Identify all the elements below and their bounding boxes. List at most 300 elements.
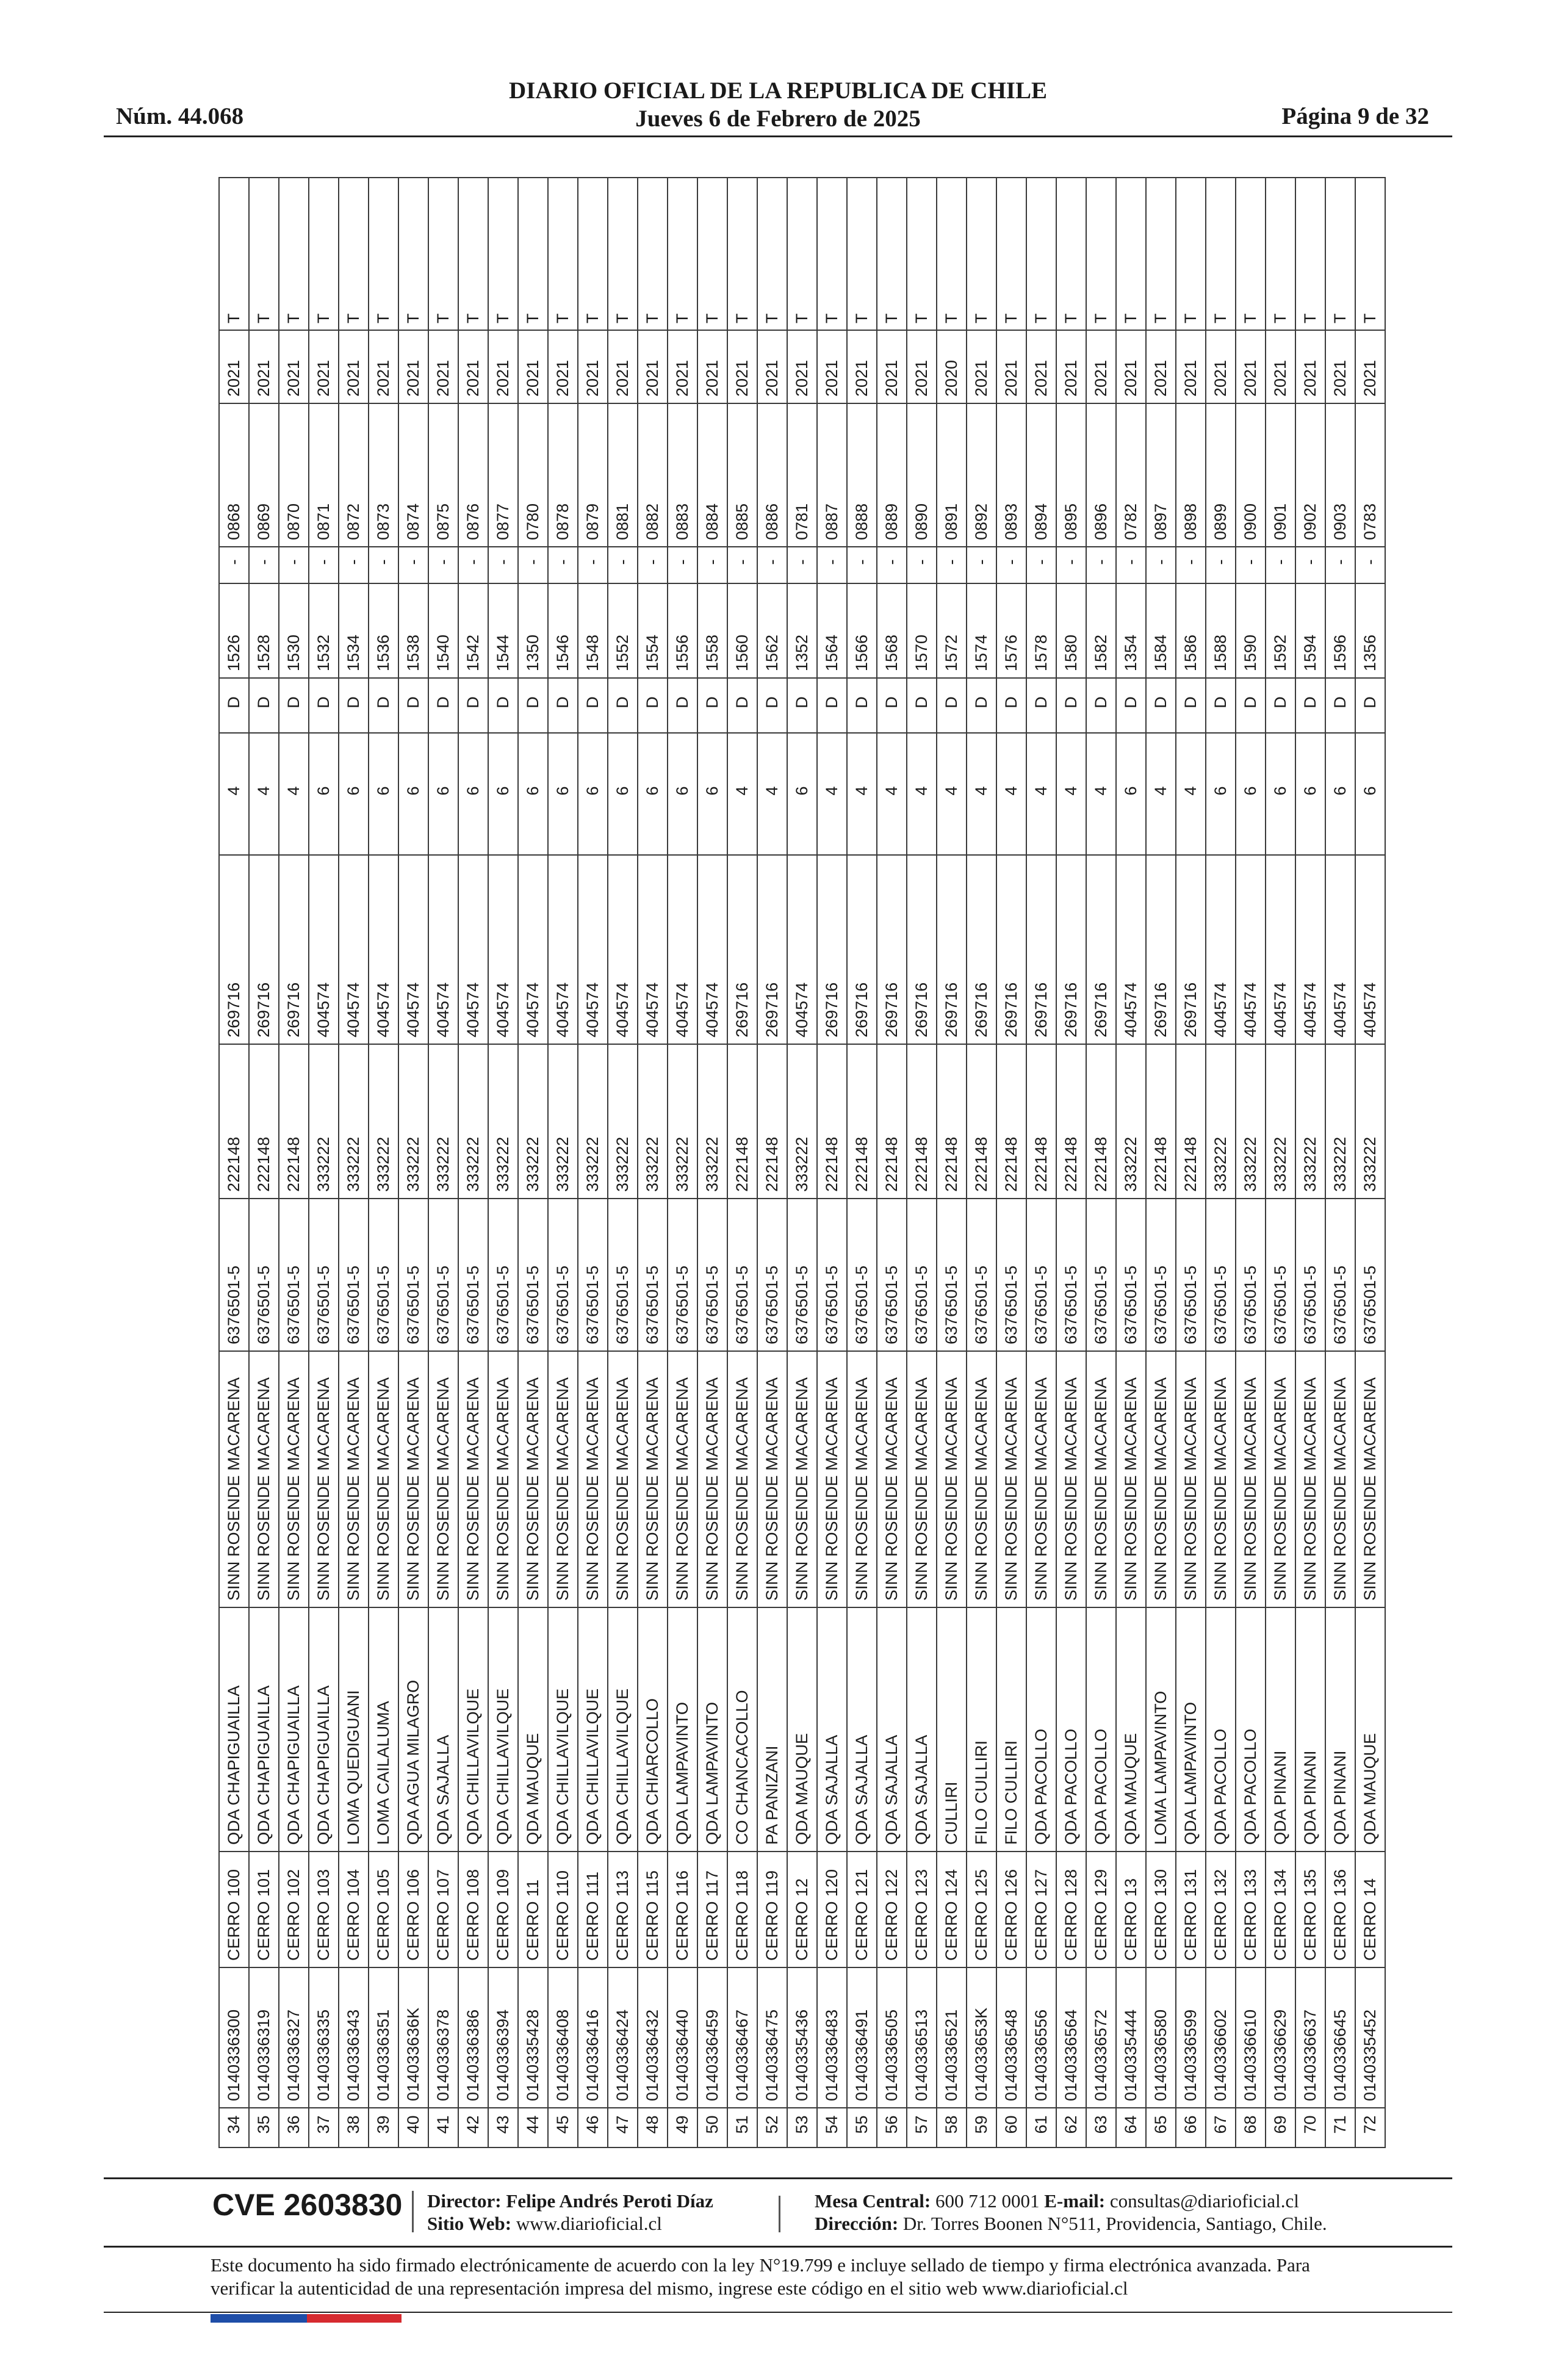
table-cell: 0140336424 — [608, 1967, 638, 2108]
table-cell: 1554 — [638, 583, 668, 678]
table-cell: D — [369, 678, 398, 733]
table-cell: 1562 — [757, 583, 787, 678]
table-cell: 2021 — [428, 330, 458, 403]
table-cell: D — [877, 678, 907, 733]
table-cell: D — [1026, 678, 1056, 733]
table-row — [518, 178, 548, 2147]
table-cell: 6376501-5 — [578, 1199, 608, 1351]
table-cell: 1572 — [937, 583, 967, 678]
table-cell: D — [249, 678, 279, 733]
table-cell: 44 — [518, 2108, 548, 2147]
table-cell: T — [219, 178, 249, 330]
table-cell: 222148 — [877, 1044, 907, 1199]
table-cell: 0140336319 — [249, 1967, 279, 2108]
table-cell: 1574 — [967, 583, 996, 678]
table-cell: 2021 — [398, 330, 428, 403]
table-cell: 2021 — [1086, 330, 1116, 403]
table-cell: 6 — [548, 733, 578, 855]
table-row — [1295, 178, 1325, 2147]
table-cell: 269716 — [996, 855, 1026, 1044]
table-cell: 333222 — [369, 1044, 398, 1199]
table-cell: 404574 — [608, 855, 638, 1044]
table-cell: 1596 — [1325, 583, 1355, 678]
table-cell: 2021 — [847, 330, 877, 403]
table-cell: - — [1146, 547, 1176, 583]
table-cell: 6376501-5 — [817, 1199, 847, 1351]
table-cell: T — [757, 178, 787, 330]
table-cell: 1354 — [1116, 583, 1146, 678]
table-cell: 6376501-5 — [1056, 1199, 1086, 1351]
table-cell: 4 — [727, 733, 757, 855]
table-cell: 1546 — [548, 583, 578, 678]
table-cell: D — [847, 678, 877, 733]
header-divider — [104, 135, 1452, 137]
table-cell: SINN ROSENDE MACARENA — [1266, 1351, 1295, 1607]
table-cell: SINN ROSENDE MACARENA — [309, 1351, 339, 1607]
table-cell: - — [787, 547, 817, 583]
table-cell: 333222 — [578, 1044, 608, 1199]
table-cell: T — [1266, 178, 1295, 330]
table-cell: QDA AGUA MILAGRO — [398, 1607, 428, 1852]
table-cell: T — [1146, 178, 1176, 330]
table-cell: QDA PINANI — [1325, 1607, 1355, 1852]
table-cell: 59 — [967, 2108, 996, 2147]
table-cell: 6376501-5 — [428, 1199, 458, 1351]
table-cell: - — [428, 547, 458, 583]
registry-table-frame — [218, 178, 1379, 2148]
table-cell: QDA SAJALLA — [817, 1607, 847, 1852]
table-cell: CO CHANCACOLLO — [727, 1607, 757, 1852]
table-cell: 1582 — [1086, 583, 1116, 678]
table-cell: 2021 — [757, 330, 787, 403]
table-cell: SINN ROSENDE MACARENA — [1295, 1351, 1325, 1607]
table-cell: 6 — [668, 733, 697, 855]
table-cell: LOMA LAMPAVINTO — [1146, 1607, 1176, 1852]
table-cell: QDA LAMPAVINTO — [697, 1607, 727, 1852]
table-cell: 0881 — [608, 403, 638, 547]
email-link[interactable]: consultas@diarioficial.cl — [1109, 2190, 1299, 2212]
table-cell: QDA CHAPIGUAILLA — [249, 1607, 279, 1852]
table-cell: 404574 — [1295, 855, 1325, 1044]
table-cell: T — [697, 178, 727, 330]
table-row — [279, 178, 309, 2147]
table-cell: 0140336599 — [1176, 1967, 1206, 2108]
table-cell: 0877 — [488, 403, 518, 547]
table-cell: 333222 — [339, 1044, 369, 1199]
table-cell: PA PANIZANI — [757, 1607, 787, 1852]
table-cell: - — [608, 547, 638, 583]
table-cell: 0887 — [817, 403, 847, 547]
table-cell: 0875 — [428, 403, 458, 547]
table-cell: 6376501-5 — [1116, 1199, 1146, 1351]
site-link[interactable]: www.diarioficial.cl — [516, 2213, 662, 2234]
table-cell: 0140335452 — [1355, 1967, 1385, 2108]
table-cell: 404574 — [1116, 855, 1146, 1044]
table-cell: T — [996, 178, 1026, 330]
table-cell: 49 — [668, 2108, 697, 2147]
table-cell: CERRO 101 — [249, 1852, 279, 1967]
table-cell: 0901 — [1266, 403, 1295, 547]
table-row — [1266, 178, 1295, 2147]
table-cell: 2021 — [608, 330, 638, 403]
table-cell: T — [1086, 178, 1116, 330]
table-cell: 2021 — [1146, 330, 1176, 403]
table-cell: 0885 — [727, 403, 757, 547]
table-row — [1056, 178, 1086, 2147]
table-cell: SINN ROSENDE MACARENA — [1116, 1351, 1146, 1607]
table-cell: 269716 — [967, 855, 996, 1044]
table-cell: - — [907, 547, 937, 583]
table-cell: 40 — [398, 2108, 428, 2147]
table-cell: 1590 — [1236, 583, 1266, 678]
table-cell: CERRO 104 — [339, 1852, 369, 1967]
table-cell: 0140336343 — [339, 1967, 369, 2108]
table-cell: D — [279, 678, 309, 733]
table-cell: 45 — [548, 2108, 578, 2147]
table-cell: 404574 — [1236, 855, 1266, 1044]
table-cell: 269716 — [1146, 855, 1176, 1044]
publication-title: DIARIO OFICIAL DE LA REPUBLICA DE CHILE — [508, 78, 1047, 104]
table-cell: QDA PACOLLO — [1206, 1607, 1236, 1852]
footer-top-divider — [104, 2177, 1452, 2179]
table-cell: T — [668, 178, 697, 330]
table-cell: 4 — [219, 733, 249, 855]
table-cell: 0140336580 — [1146, 1967, 1176, 2108]
table-cell: 4 — [877, 733, 907, 855]
table-cell: 2021 — [219, 330, 249, 403]
table-cell: 404574 — [1266, 855, 1295, 1044]
table-row — [817, 178, 847, 2147]
table-cell: 0140336483 — [817, 1967, 847, 2108]
table-cell: 333222 — [1206, 1044, 1236, 1199]
table-cell: 2021 — [279, 330, 309, 403]
table-cell: D — [1266, 678, 1295, 733]
table-cell: 2021 — [578, 330, 608, 403]
table-cell: FILO CULLIRI — [967, 1607, 996, 1852]
table-cell: 2021 — [996, 330, 1026, 403]
table-cell: 333222 — [638, 1044, 668, 1199]
table-cell: 0891 — [937, 403, 967, 547]
table-cell: 0892 — [967, 403, 996, 547]
table-cell: 269716 — [1026, 855, 1056, 1044]
table-cell: - — [518, 547, 548, 583]
table-cell: D — [1355, 678, 1385, 733]
table-cell: 6376501-5 — [608, 1199, 638, 1351]
table-cell: 1556 — [668, 583, 697, 678]
table-cell: T — [1056, 178, 1086, 330]
table-cell: 404574 — [638, 855, 668, 1044]
footer-bottom-divider — [104, 2312, 1452, 2313]
table-cell: QDA SAJALLA — [877, 1607, 907, 1852]
table-row — [697, 178, 727, 2147]
table-cell: 269716 — [907, 855, 937, 1044]
table-cell: T — [638, 178, 668, 330]
table-row — [249, 178, 279, 2147]
table-row — [727, 178, 757, 2147]
table-cell: - — [757, 547, 787, 583]
table-cell: D — [1295, 678, 1325, 733]
table-cell: CERRO 110 — [548, 1852, 578, 1967]
table-cell: 6376501-5 — [398, 1199, 428, 1351]
table-cell: - — [727, 547, 757, 583]
table-cell: 6 — [608, 733, 638, 855]
table-cell: D — [578, 678, 608, 733]
table-cell: 6376501-5 — [1086, 1199, 1116, 1351]
table-cell: 0893 — [996, 403, 1026, 547]
table-cell: 2021 — [1325, 330, 1355, 403]
table-cell: 333222 — [309, 1044, 339, 1199]
table-cell: 0883 — [668, 403, 697, 547]
table-cell: 404574 — [339, 855, 369, 1044]
table-cell: QDA PACOLLO — [1056, 1607, 1086, 1852]
table-cell: SINN ROSENDE MACARENA — [697, 1351, 727, 1607]
table-cell: 0876 — [458, 403, 488, 547]
table-cell: 0140336416 — [578, 1967, 608, 2108]
table-cell: 269716 — [937, 855, 967, 1044]
table-cell: 53 — [787, 2108, 817, 2147]
table-cell: T — [727, 178, 757, 330]
table-cell: 6376501-5 — [787, 1199, 817, 1351]
table-cell: SINN ROSENDE MACARENA — [1056, 1351, 1086, 1607]
table-cell: 404574 — [309, 855, 339, 1044]
table-cell: 47 — [608, 2108, 638, 2147]
table-cell: 404574 — [488, 855, 518, 1044]
table-cell: T — [1236, 178, 1266, 330]
table-cell: 4 — [1026, 733, 1056, 855]
table-cell: 4 — [249, 733, 279, 855]
table-cell: 014033636K — [398, 1967, 428, 2108]
table-cell: SINN ROSENDE MACARENA — [757, 1351, 787, 1607]
table-cell: D — [907, 678, 937, 733]
table-cell: 333222 — [1325, 1044, 1355, 1199]
table-cell: 6376501-5 — [996, 1199, 1026, 1351]
director-label: Director: — [427, 2190, 502, 2212]
table-cell: 6 — [1236, 733, 1266, 855]
table-cell: 404574 — [369, 855, 398, 1044]
table-row — [428, 178, 458, 2147]
table-cell: SINN ROSENDE MACARENA — [1206, 1351, 1236, 1607]
table-cell: T — [1026, 178, 1056, 330]
table-cell: - — [1206, 547, 1236, 583]
table-cell: 222148 — [847, 1044, 877, 1199]
table-cell: 6 — [638, 733, 668, 855]
table-cell: 6 — [1206, 733, 1236, 855]
table-cell: 2021 — [339, 330, 369, 403]
table-row — [369, 178, 398, 2147]
table-cell: 404574 — [578, 855, 608, 1044]
table-cell: 222148 — [1146, 1044, 1176, 1199]
table-cell: 2021 — [548, 330, 578, 403]
table-cell: 6 — [488, 733, 518, 855]
table-cell: 6376501-5 — [1355, 1199, 1385, 1351]
table-cell: 2021 — [518, 330, 548, 403]
table-cell: D — [1176, 678, 1206, 733]
table-cell: 57 — [907, 2108, 937, 2147]
table-cell: D — [339, 678, 369, 733]
table-cell: 6376501-5 — [488, 1199, 518, 1351]
table-cell: QDA MAUQUE — [787, 1607, 817, 1852]
table-cell: 1356 — [1355, 583, 1385, 678]
table-cell: - — [339, 547, 369, 583]
table-cell: 269716 — [817, 855, 847, 1044]
table-cell: 0868 — [219, 403, 249, 547]
table-row — [1206, 178, 1236, 2147]
table-cell: D — [757, 678, 787, 733]
table-cell: SINN ROSENDE MACARENA — [1176, 1351, 1206, 1607]
table-cell: 1352 — [787, 583, 817, 678]
table-cell: 333222 — [1355, 1044, 1385, 1199]
table-cell: 0903 — [1325, 403, 1355, 547]
table-cell: CERRO 100 — [219, 1852, 249, 1967]
table-cell: 0898 — [1176, 403, 1206, 547]
table-cell: T — [279, 178, 309, 330]
table-cell: 2021 — [907, 330, 937, 403]
table-cell: 2021 — [1056, 330, 1086, 403]
table-cell: - — [1295, 547, 1325, 583]
table-cell: 0140336378 — [428, 1967, 458, 2108]
table-cell: 222148 — [996, 1044, 1026, 1199]
table-row — [787, 178, 817, 2147]
table-cell: SINN ROSENDE MACARENA — [877, 1351, 907, 1607]
table-cell: 69 — [1266, 2108, 1295, 2147]
table-cell: 70 — [1295, 2108, 1325, 2147]
table-cell: - — [1355, 547, 1385, 583]
address-value: Dr. Torres Boonen N°511, Providencia, Santiago, Chile. — [902, 2213, 1327, 2234]
table-cell: 269716 — [847, 855, 877, 1044]
table-cell: 6 — [1325, 733, 1355, 855]
table-cell: 6376501-5 — [458, 1199, 488, 1351]
table-cell: 6376501-5 — [1176, 1199, 1206, 1351]
table-cell: - — [578, 547, 608, 583]
table-cell: 0884 — [697, 403, 727, 547]
table-cell: 0882 — [638, 403, 668, 547]
table-cell: QDA CHILLAVILQUE — [458, 1607, 488, 1852]
table-row — [548, 178, 578, 2147]
table-cell: CERRO 133 — [1236, 1852, 1266, 1967]
table-row — [1116, 178, 1146, 2147]
table-cell: QDA CHILLAVILQUE — [548, 1607, 578, 1852]
issue-number: Núm. 44.068 — [116, 103, 244, 129]
table-cell: 0140336300 — [219, 1967, 249, 2108]
table-cell: D — [1325, 678, 1355, 733]
table-cell: 1576 — [996, 583, 1026, 678]
table-cell: CERRO 123 — [907, 1852, 937, 1967]
address-label: Dirección: — [815, 2213, 899, 2234]
director-name: Felipe Andrés Peroti Díaz — [506, 2190, 713, 2212]
table-cell: 4 — [757, 733, 787, 855]
table-cell: 1580 — [1056, 583, 1086, 678]
table-cell: T — [937, 178, 967, 330]
table-cell: D — [787, 678, 817, 733]
table-cell: 6 — [697, 733, 727, 855]
table-row — [1086, 178, 1116, 2147]
table-cell: T — [339, 178, 369, 330]
table-cell: CERRO 115 — [638, 1852, 668, 1967]
table-cell: SINN ROSENDE MACARENA — [458, 1351, 488, 1607]
table-cell: 55 — [847, 2108, 877, 2147]
table-cell: 6376501-5 — [548, 1199, 578, 1351]
table-cell: SINN ROSENDE MACARENA — [488, 1351, 518, 1607]
table-cell: SINN ROSENDE MACARENA — [847, 1351, 877, 1607]
table-cell: D — [996, 678, 1026, 733]
table-cell: T — [488, 178, 518, 330]
table-cell: D — [1236, 678, 1266, 733]
table-cell: SINN ROSENDE MACARENA — [638, 1351, 668, 1607]
table-cell: - — [1056, 547, 1086, 583]
table-cell: 0871 — [309, 403, 339, 547]
table-cell: 333222 — [458, 1044, 488, 1199]
table-cell: 6376501-5 — [219, 1199, 249, 1351]
table-cell: 0140336521 — [937, 1967, 967, 2108]
table-cell: 0874 — [398, 403, 428, 547]
mesa-label: Mesa Central: — [815, 2190, 931, 2212]
table-cell: 269716 — [1056, 855, 1086, 1044]
table-cell: D — [638, 678, 668, 733]
table-cell: CERRO 103 — [309, 1852, 339, 1967]
table-cell: 1564 — [817, 583, 847, 678]
table-cell: 222148 — [249, 1044, 279, 1199]
table-cell: - — [249, 547, 279, 583]
table-cell: SINN ROSENDE MACARENA — [668, 1351, 697, 1607]
table-cell: 0140336351 — [369, 1967, 398, 2108]
table-row — [937, 178, 967, 2147]
table-cell: QDA CHAPIGUAILLA — [279, 1607, 309, 1852]
table-cell: 6 — [428, 733, 458, 855]
table-cell: 333222 — [668, 1044, 697, 1199]
table-cell: 54 — [817, 2108, 847, 2147]
table-cell: CERRO 107 — [428, 1852, 458, 1967]
table-cell: 6376501-5 — [1206, 1199, 1236, 1351]
table-cell: CERRO 132 — [1206, 1852, 1236, 1967]
table-cell: 1566 — [847, 583, 877, 678]
table-cell: 1350 — [518, 583, 548, 678]
table-cell: 66 — [1176, 2108, 1206, 2147]
table-row — [1355, 178, 1385, 2147]
table-cell: CERRO 128 — [1056, 1852, 1086, 1967]
table-cell: 4 — [1056, 733, 1086, 855]
email-label: E-mail: — [1044, 2190, 1106, 2212]
table-cell: - — [847, 547, 877, 583]
table-row — [1176, 178, 1206, 2147]
table-cell: - — [279, 547, 309, 583]
table-cell: 222148 — [1056, 1044, 1086, 1199]
table-row — [1146, 178, 1176, 2147]
table-cell: 0783 — [1355, 403, 1385, 547]
table-cell: T — [428, 178, 458, 330]
footer-separator — [412, 2191, 414, 2232]
table-cell: D — [1206, 678, 1236, 733]
table-cell: CERRO 134 — [1266, 1852, 1295, 1967]
table-cell: 404574 — [1325, 855, 1355, 1044]
table-cell: 1542 — [458, 583, 488, 678]
table-cell: 6376501-5 — [727, 1199, 757, 1351]
signature-notice: Este documento ha sido firmado electrónicamente de acuerdo con la ley N°19.799 e incluye sellado de tiempo y firma electrónica avanzada. Para verificar la autenticidad de una representación impresa del mismo, ingrese este código en el sitio web www.diarioficial.cl — [211, 2254, 1310, 2299]
table-cell: 0889 — [877, 403, 907, 547]
table-cell: 404574 — [548, 855, 578, 1044]
table-cell: 41 — [428, 2108, 458, 2147]
table-cell: 6376501-5 — [309, 1199, 339, 1351]
table-cell: 0869 — [249, 403, 279, 547]
table-cell: D — [1056, 678, 1086, 733]
table-cell: D — [608, 678, 638, 733]
table-cell: QDA CHILLAVILQUE — [578, 1607, 608, 1852]
table-cell: 60 — [996, 2108, 1026, 2147]
table-cell: 4 — [937, 733, 967, 855]
table-cell: QDA PINANI — [1266, 1607, 1295, 1852]
table-cell: 0140336394 — [488, 1967, 518, 2108]
table-cell: 6 — [369, 733, 398, 855]
table-cell: QDA PACOLLO — [1236, 1607, 1266, 1852]
